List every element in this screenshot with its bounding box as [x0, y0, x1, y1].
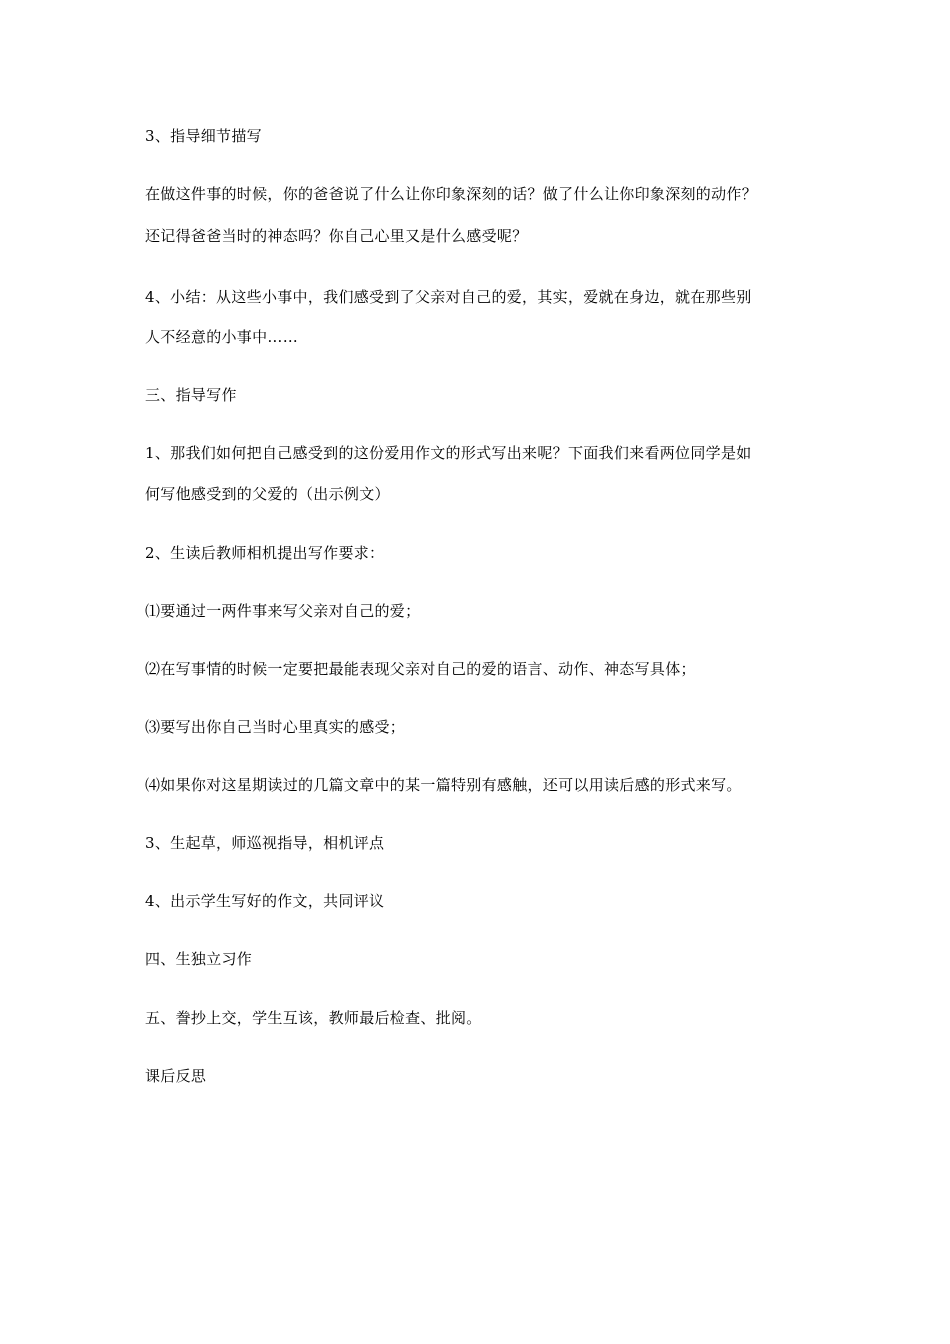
paragraph-line: 4、出示学生写好的作文，共同评议 [145, 892, 385, 910]
paragraph-line: 3、生起草，师巡视指导，相机评点 [145, 834, 385, 852]
section-heading-independent-writing: 四、生独立习作 [145, 950, 253, 968]
heading-detail-description: 3、指导细节描写 [145, 127, 262, 145]
section-heading-copy-submit: 五、誊抄上交，学生互该，教师最后检查、批阅。 [145, 1009, 482, 1027]
requirement-item: ⑵在写事情的时候一定要把最能表现父亲对自己的爱的语言、动作、神态写具体； [145, 660, 696, 678]
requirement-item: ⑷如果你对这星期读过的几篇文章中的某一篇特别有感触，还可以用读后感的形式来写。 [145, 776, 742, 794]
paragraph-line: 何写他感受到的父爱的（出示例文） [145, 485, 390, 503]
requirement-item: ⑴要通过一两件事来写父亲对自己的爱； [145, 602, 421, 620]
paragraph-line: 2、生读后教师相机提出写作要求： [145, 544, 385, 562]
section-heading-reflection: 课后反思 [145, 1067, 207, 1085]
paragraph-line: 人不经意的小事中…… [145, 328, 299, 346]
paragraph-line: 还记得爸爸当时的神态吗？你自己心里又是什么感受呢？ [145, 227, 528, 245]
requirement-item: ⑶要写出你自己当时心里真实的感受； [145, 718, 406, 736]
section-heading-writing-guidance: 三、指导写作 [145, 386, 237, 404]
paragraph-line: 1、那我们如何把自己感受到的这份爱用作文的形式写出来呢？下面我们来看两位同学是如 [145, 444, 752, 462]
paragraph-line: 4、小结：从这些小事中，我们感受到了父亲对自己的爱，其实，爱就在身边，就在那些别 [145, 288, 752, 306]
paragraph-line: 在做这件事的时候，你的爸爸说了什么让你印象深刻的话？做了什么让你印象深刻的动作？ [145, 185, 758, 203]
